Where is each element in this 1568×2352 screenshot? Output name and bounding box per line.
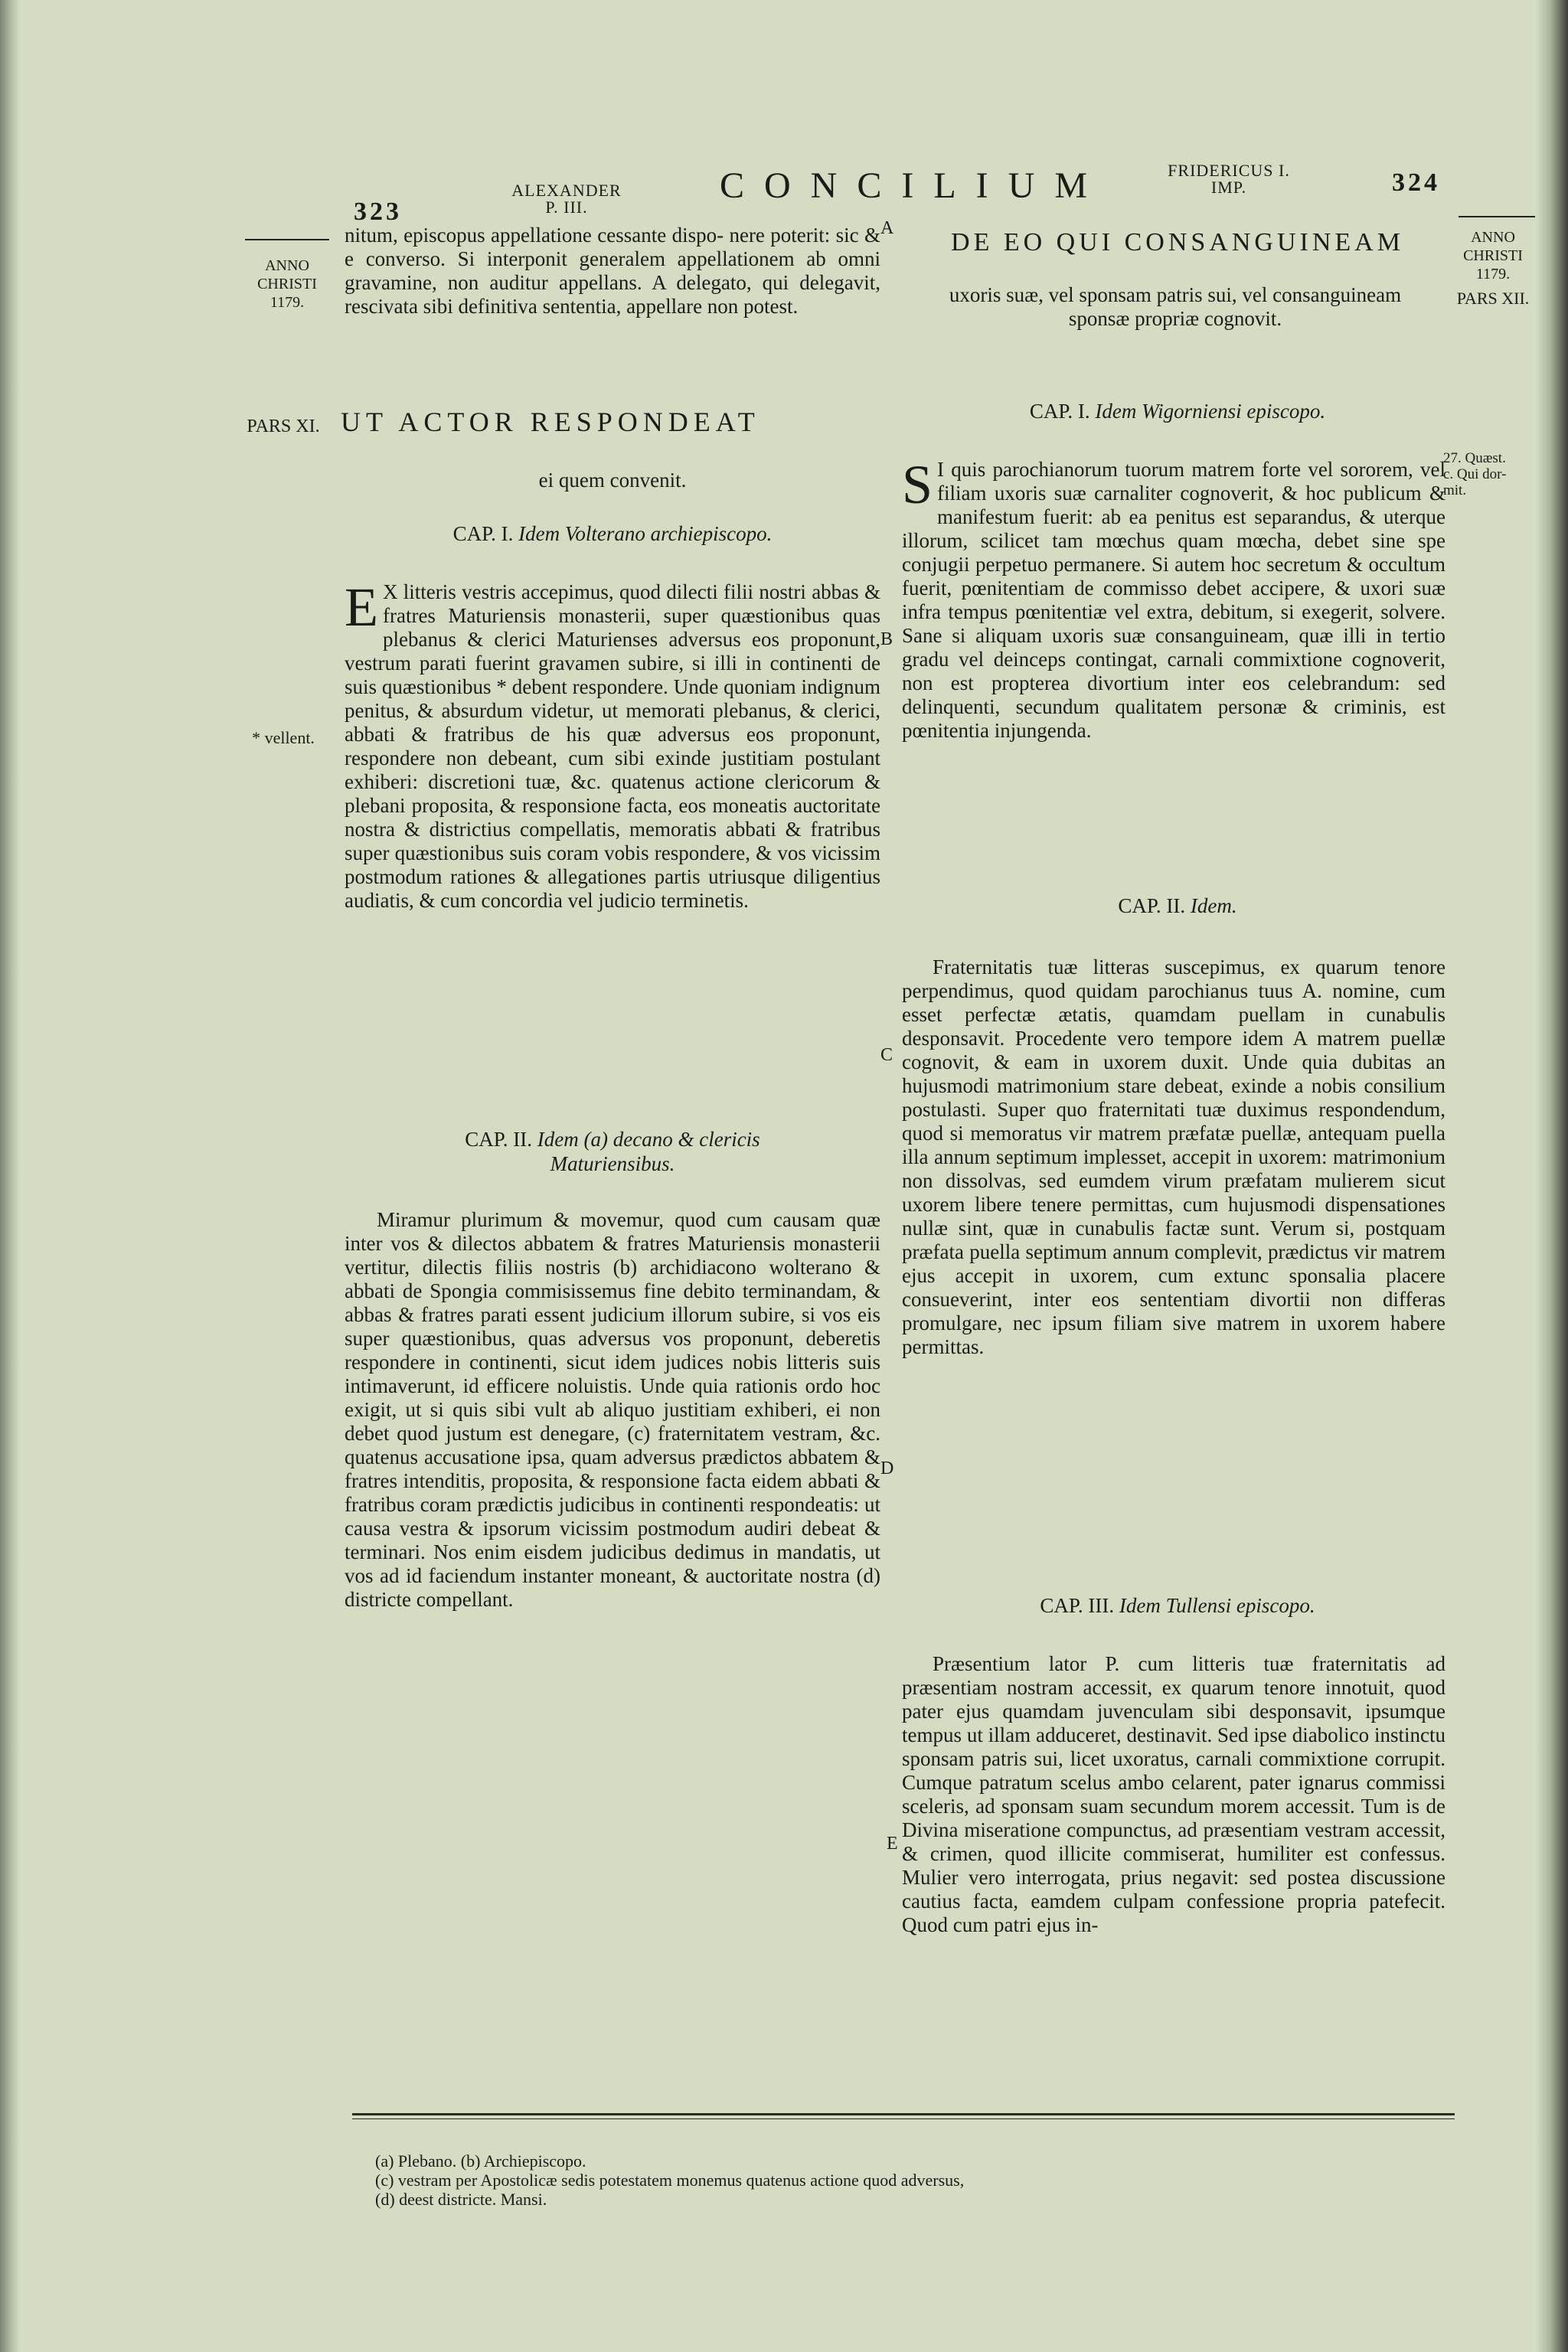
right-running-title: FRIDERICUS I.: [1168, 161, 1290, 180]
left-running-title: ALEXANDER: [511, 181, 622, 200]
cap-title: Idem Volterano archiepiscopo.: [518, 522, 773, 545]
cap-title: Idem (a) decano & clericis: [537, 1128, 760, 1151]
section-letter-c: C: [880, 1045, 893, 1065]
margin-note-line: 27. Quæst.: [1443, 450, 1506, 466]
cap1-body: I quis parochianorum tuorum matrem forte vel sororem, vel filiam uxoris suæ carnaliter cognoverit, & hoc publicum & manifestum fuerit: ab ea penitus est separandus, & uterque illorum, scilicet tam mœchus quam mœcha, debet sine spe conjugii perpetuo permanere. Si autem hoc secretum & occultum fuerit, pœnitentiam de commisso debet accipere, & uxori suæ infra tempus pœnitentiæ vel extra, debitum, si exegerit, solvere. Sane si aliquam uxoris suæ consanguineam, quæ illi in tertio gradu vel deinceps contingat, carnali commixtione cognoverit, non est propterea divortium inter eos celebrandum: sed delinquenti, secundum qualitatem personæ & criminis, est pœnitentia injungenda.: [902, 458, 1446, 742]
footnote-line: (d) deest districte. Mansi.: [375, 2190, 547, 2209]
cap-label: CAP. II.: [465, 1128, 533, 1151]
running-title: CONCILIUM: [720, 165, 1107, 206]
book-gutter: [0, 0, 20, 2352]
anno-label: ANNO: [265, 257, 309, 274]
right-cap1-text: [902, 458, 1446, 871]
right-margin-note: [1443, 450, 1527, 498]
cap-title: Idem.: [1190, 894, 1237, 917]
year-label: 1179.: [1475, 266, 1511, 283]
margin-note-line: c. Qui dor-: [1443, 466, 1507, 482]
right-section-subtitle: uxoris suæ, vel sponsam patris sui, vel consanguineam sponsæ propriæ cognovit.: [949, 283, 1402, 330]
cap1-body: X litteris vestris accepimus, quod dilecti filii nostri abbas & fratres Maturiensis monasterii, super quæstionibus quas plebanus & clerici Maturienses adversus eos proponunt, vestrum parati fuerint gravamen subire, si illi in continenti de suis quæstionibus * debent respondere. Unde quoniam indignum penitus, & absurdum videtur, ut memorati plebanus, & clerici, abbati & fratribus de his quæ adversus eos proponunt, respondere non debeant, cum sibi exinde justitiam postulant exhiberi: discretioni tuæ, &c. quatenus actione clericorum & plebani proposita, & responsione facta, eos moneatis auctoritate nostra & districtius compellatis, memoratis abbati & fratribus super quæstionibus suis coram vobis respondere, & vos vicissim postmodum rationes & allegationes partis utriusque diligentius audiatis, & cum concordia vel judicio terminetis.: [345, 580, 880, 912]
year-label: 1179.: [270, 294, 305, 311]
footnote-rule: [352, 2113, 1455, 2115]
right-running-subtitle: IMP.: [1210, 178, 1247, 197]
left-margin-pars: PARS XI.: [247, 416, 320, 436]
footnote-line: (c) vestram per Apostolicæ sedis potestatem monemus quatenus actione quod adversus,: [375, 2171, 965, 2190]
section-letter-b: B: [880, 629, 893, 649]
footnote-line: (a) Plebano. (b) Archiepiscopo.: [375, 2151, 586, 2171]
drop-cap: S: [902, 458, 933, 515]
left-cap1-text: [345, 580, 880, 1109]
cap-label: CAP. II.: [1118, 894, 1186, 917]
right-cap3-heading: [902, 1594, 1453, 1618]
left-cap1-heading: [345, 522, 880, 546]
cap-label: CAP. III.: [1040, 1594, 1115, 1617]
cap-label: CAP. I.: [1029, 400, 1090, 423]
right-page-number: 324: [1392, 168, 1440, 197]
drop-cap: E: [345, 580, 378, 638]
section-letter-a: A: [880, 218, 894, 238]
left-page-number: 323: [354, 198, 402, 226]
right-margin-date: [1443, 228, 1543, 283]
margin-rule: [1459, 216, 1535, 217]
section-letter-d: D: [880, 1459, 894, 1478]
right-cap1-heading: [902, 400, 1453, 423]
margin-rule: [245, 239, 329, 240]
anno-label: ANNO: [1471, 229, 1515, 246]
left-running-subtitle: P. III.: [545, 198, 588, 217]
right-cap2-heading: [902, 894, 1453, 918]
footnote-rule-thin: [352, 2118, 1455, 2119]
section-letter-e: E: [887, 1834, 898, 1854]
right-cap3-text: Præsentium lator P. cum litteris tuæ fraternitatis ad præsentiam nostram accessit, ex quarum tenore innotuit, quod pater ejus quamdam juvenculam sibi desponsavit, ipsumque tempus ut illam adduceret, destinavit. Sed ipse diabolico instinctu sponsam patris sui, licet uxoratus, carnali commixtione corrupit. Cumque patratum scelus ambo celarent, pater ignarus commissi sceleris, ad sponsam suam secundum morem accessit. Tum is de Divina miseratione compunctus, ad præsentiam vestram accessit, & crimen, quod illicite commiserat, humiliter est confessus. Mulier vero interrogata, prius negavit: sed postea discussione cautius facta, eamdem culpam confessione propria patefecit. Quod cum patri ejus in-: [902, 1652, 1446, 1936]
left-running-head: [498, 182, 635, 216]
christi-label: CHRISTI: [257, 276, 317, 292]
footnotes: [375, 2151, 1447, 2209]
christi-label: CHRISTI: [1463, 247, 1523, 264]
cap-title-cont: Maturiensibus.: [550, 1152, 675, 1175]
left-cap2-text: Miramur plurimum & movemur, quod cum causam quæ inter vos & dilectos abbatem & fratres Maturiensis monasterii vertitur, dilectis filiis nostris (b) archidiacono wolterano & abbati de Spongia commisissemus fine debito terminandam, & abbas & fratres parati essent judicium illorum subire, si vos eis super quæstionibus, quas adversus vos proponunt, deberetis respondere in continenti, sicut idem judices nobis litteris suis intimaverunt, id efficere noluistis. Unde quia rationis ordo hoc exigit, ut si quis sibi vult ab aliquo justitiam exhiberi, ei non debet quod justum est denegare, (c) fraternitatem vestram, &c. quatenus accusatione ipsa, quam adversus prædictos abbatem & fratres intenditis, proposita, & responsione facta eidem abbati & fratribus coram prædictis judicibus in continenti respondeatis: ut causa vestra & ipsorum vicissim postmodum audiri debeat & terminari. Nos enim eisdem judicibus dedimus in mandatis, ut vos ad id faciendum instanter moneant, & auctoritate nostra (d) districte compellant.: [345, 1208, 880, 1611]
left-section-title: UT ACTOR RESPONDEAT: [341, 407, 760, 437]
right-cap2-text: Fraternitatis tuæ litteras suscepimus, ex quarum tenore perpendimus, quod quidam parochianus tuus A. nomine, cum esset perfectæ ætatis, quamdam puellam in cunabulis desponsavit. Procedente vero tempore idem A matrem puellæ cognovit, & eam in uxorem duxit. Unde quia dubitas an hujusmodi matrimonium stare debeat, exinde a nobis consilium postulasti. Super quo fraternitati tuæ duximus respondendum, quod si memoratus vir matrem præfatæ puellæ, antequam puella illa annum septimum implesset, accepit in uxorem: matrimonium non dissolvas, sed eumdem virum præfatam mulierem sicut uxorem libere tenere permittas, cum hujusmodi dispensationes nullæ sint, quæ in cunabulis factæ sunt. Verum si, postquam præfata puella septimum annum complevit, prædictus vir matrem ejus accepit in uxorem, cum extunc sponsalia placere consueverint, inter eos sententiam divortii non differas promulgare, nec ipsum filiam sive matrem in uxorem habere permittas.: [902, 956, 1446, 1358]
cap-label: CAP. I.: [452, 522, 514, 545]
left-margin-date: [230, 256, 345, 312]
left-intro-text: nitum, episcopus appellatione cessante dispo- nere poterit: sic & e converso. Si interponit generalem appellationem ab omni gravamine, non auditur appellans. A delegato, qui delegavit, rescivata sibi definitiva sententia, appellare non potest.: [345, 224, 880, 318]
right-margin-pars: PARS XII.: [1456, 289, 1530, 308]
margin-note-line: mit.: [1443, 482, 1467, 498]
right-section-title: DE EO QUI CONSANGUINEAM: [951, 228, 1404, 256]
left-margin-note: * vellent.: [252, 728, 315, 747]
right-running-head: [1156, 162, 1302, 196]
page-edge: [1536, 0, 1568, 2352]
cap-title: Idem Wigorniensi episcopo.: [1095, 400, 1326, 423]
left-section-subtitle: ei quem convenit.: [538, 469, 687, 492]
left-cap2-heading: [345, 1127, 880, 1176]
cap-title: Idem Tullensi episcopo.: [1119, 1594, 1315, 1617]
